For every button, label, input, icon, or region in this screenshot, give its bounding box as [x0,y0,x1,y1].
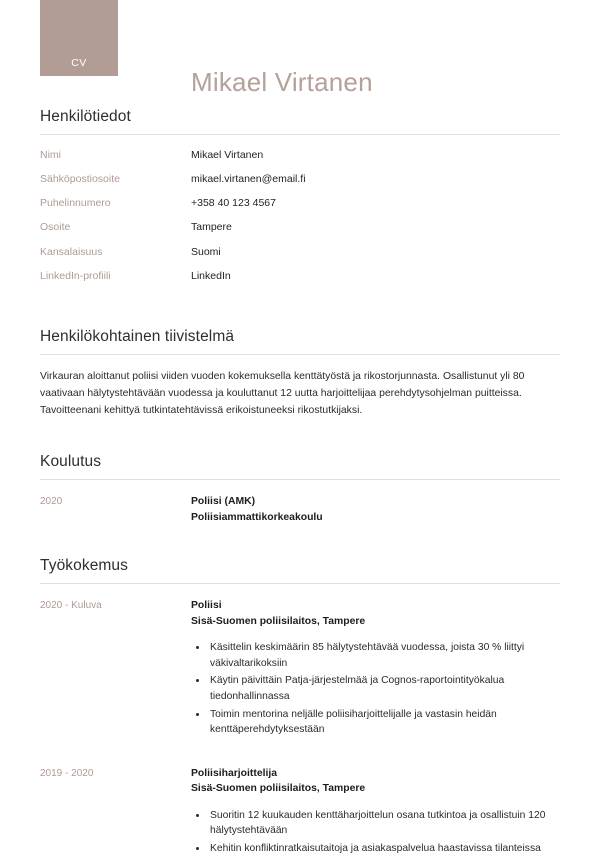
section-education [40,453,560,525]
info-value-address: Tampere [191,221,232,234]
cv-logo-box [40,0,118,76]
document-content [0,108,600,858]
info-label-nimi: Nimi [40,149,61,161]
cv-logo-label: CV [71,57,87,69]
experience-entry-bullets [191,640,560,738]
list-item: • Toimin mentorina neljälle poliisiharjoittelijalle ja vastasin heidän kenttäperehdytyksestään [208,707,560,738]
section-divider [40,134,560,135]
section-summary [40,328,560,420]
spacer [40,294,560,328]
info-row [40,149,560,163]
info-label-nationality: Kansalaisuus [40,245,103,258]
info-row [40,246,560,260]
section-title-personal-info: Henkilötiedot [40,108,131,125]
spacer [40,529,560,557]
info-label-email: Sähköpostiosoite [40,173,120,186]
experience-entry-title: Poliisiharjoittelija [191,767,278,779]
experience-entry-title: Poliisi [191,600,222,612]
info-label-linkedin: LinkedIn-profiili [40,269,111,282]
experience-entry-bullets [191,808,560,857]
section-title-experience: Työkokemus [40,557,129,575]
info-value-email: mikael.virtanen@email.fi [191,173,306,186]
experience-entry [40,598,560,740]
info-label-address: Osoite [40,221,71,234]
info-value-linkedin: LinkedIn [191,269,231,282]
section-divider [40,479,560,480]
info-row [40,270,560,284]
section-title-summary: Henkilökohtainen tiivistelmä [40,327,235,345]
list-item: • Käytin päivittäin Patja-järjestelmää ja Cognos-raportointityökalua tiedonhallinnassa [208,673,560,704]
education-entry-body [191,494,560,525]
section-title-education: Koulutus [40,453,102,471]
experience-entry [40,766,560,858]
info-value-phone: +358 40 123 4567 [191,197,276,210]
info-row [40,197,560,211]
document-header [0,0,600,108]
info-value-nimi: Mikael Virtanen [191,149,264,161]
education-entry [40,494,560,525]
spacer [40,744,560,766]
experience-entry-body [191,766,560,858]
info-label-phone: Puhelinnumero [40,197,111,210]
list-item: • Kehitin konfliktinratkaisutaitoja ja asiakaspalvelua haastavissa tilanteissa [208,841,560,857]
section-divider [40,354,560,355]
experience-entry-date: 2020 - Kuluva [40,600,102,612]
experience-entry-date: 2019 - 2020 [40,767,94,779]
education-entry-date: 2020 [40,496,63,508]
list-item: • Suoritin 12 kuukauden kenttäharjoittelun osana tutkintoa ja osallistuin 120 hälytystehtävään [208,808,560,839]
education-entry-title: Poliisi (AMK) [191,496,256,508]
info-row [40,221,560,235]
experience-entry-org: Sisä-Suomen poliisilaitos, Tampere [191,615,366,627]
experience-entry-org: Sisä-Suomen poliisilaitos, Tampere [191,783,366,795]
summary-paragraph: Virkauran aloittanut poliisi viiden vuoden kokemuksella kenttätyöstä ja rikostorjunnasta. Osallistunut yli 80 vaativaan hälytystehtävään vuodessa ja kouluttanut 12 uutta harjoittelijaa perehdytysohjelman puitteissa. Tavoitteenani kehittyä tutkintatehtävissä erikoistuneeksi rikostutkijaksi. [40,370,525,416]
section-experience [40,557,560,858]
info-value-nationality: Suomi [191,245,221,258]
page-title: Mikael Virtanen [191,67,373,98]
list-item: • Käsittelin keskimäärin 85 hälytystehtävää vuodessa, joista 30 % liittyi väkivaltarikoksiin [208,640,560,671]
spacer [40,419,560,453]
experience-entry-body [191,598,560,740]
education-entry-org: Poliisiammattikorkeakoulu [191,511,323,523]
section-personal-info [40,108,560,283]
section-divider [40,583,560,584]
info-row [40,173,560,187]
